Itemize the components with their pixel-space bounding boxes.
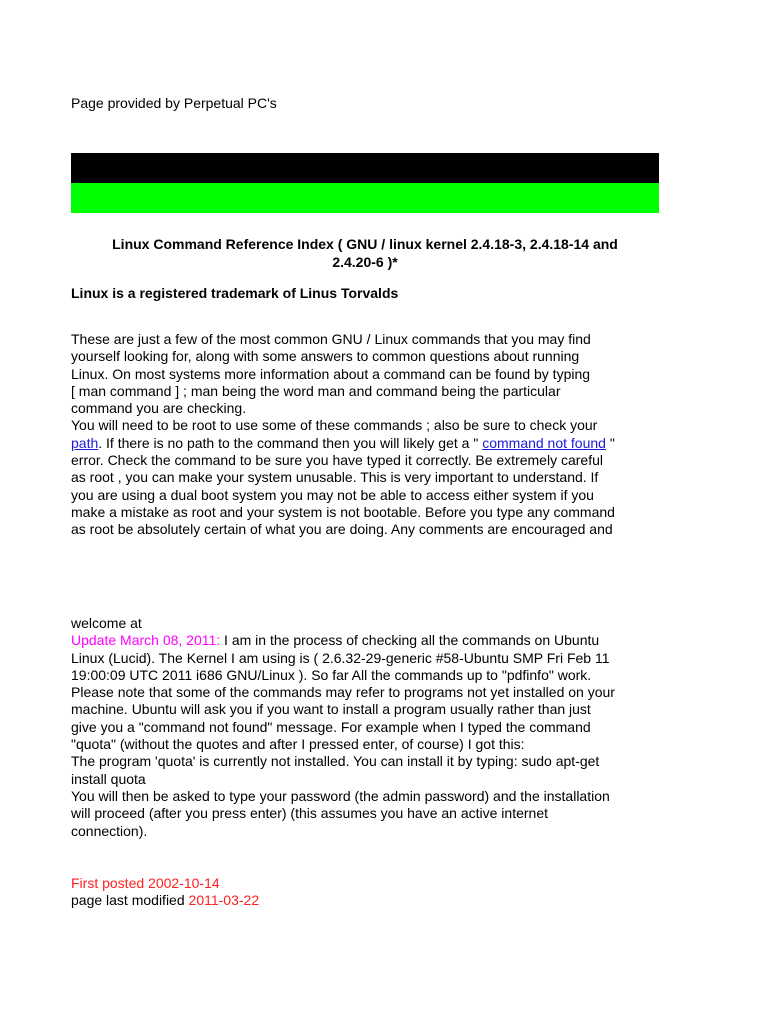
- update-line: give you a "command not found" message. For example when I typed the command: [71, 718, 591, 735]
- first-posted-text: First posted 2002-10-14: [71, 875, 220, 891]
- update-first-line: [71, 632, 671, 649]
- intro-line: make a mistake as root and your system is not bootable. Before you type any command: [71, 503, 615, 520]
- update-line: install quota: [71, 770, 146, 787]
- intro-line: yourself looking for, along with some answers to common questions about running: [71, 348, 580, 365]
- update-paragraph: [71, 615, 671, 840]
- update-line: You will then be asked to type your password (the admin password) and the installation: [71, 787, 610, 804]
- intro-line: as root be absolutely certain of what you are doing. Any comments are encouraged and: [71, 521, 613, 538]
- title-line: 2.4.20-6 )*: [332, 253, 398, 270]
- last-modified-line: [71, 892, 259, 909]
- update-text: I am in the process of checking all the commands on Ubuntu: [220, 632, 600, 649]
- page-title: [71, 236, 659, 271]
- command-not-found-link[interactable]: command not found: [482, 434, 606, 451]
- update-line: connection).: [71, 822, 148, 839]
- intro-line-with-links: [71, 435, 671, 452]
- intro-line: You will need to be root to use some of these commands ; also be sure to check your: [71, 417, 598, 434]
- intro-line: as root , you can make your system unusable. This is very important to understand. If: [71, 469, 599, 486]
- last-modified-date: 2011-03-22: [188, 892, 260, 909]
- update-line: "quota" (without the quotes and after I pressed enter, of course) I got this:: [71, 736, 525, 753]
- date-info: [71, 875, 259, 910]
- update-line: machine. Ubuntu will ask you if you want to install a program usually rather than just: [71, 701, 591, 718]
- intro-text: ": [605, 434, 615, 451]
- path-link[interactable]: path: [71, 434, 99, 451]
- update-label: Update March 08, 2011:: [71, 632, 221, 649]
- intro-line: command you are checking.: [71, 400, 247, 417]
- intro-line: Linux. On most systems more information about a command can be found by typing: [71, 365, 591, 382]
- intro-line: These are just a few of the most common GNU / Linux commands that you may find: [71, 331, 591, 347]
- intro-line: [ man command ] ; man being the word man and command being the particular: [71, 382, 561, 399]
- banner-black-bar: [71, 153, 659, 183]
- intro-line: error. Check the command to be sure you have typed it correctly. Be extremely careful: [71, 452, 603, 469]
- trademark-notice: Linux is a registered trademark of Linus Torvalds: [71, 285, 399, 301]
- banner-green-bar: [71, 183, 659, 213]
- update-line: The program 'quota' is currently not installed. You can install it by typing: sudo apt-get: [71, 753, 600, 770]
- update-line: will proceed (after you press enter) (this assumes you have an active internet: [71, 805, 549, 822]
- welcome-text: welcome at: [71, 615, 142, 631]
- update-line: 19:00:09 UTC 2011 i686 GNU/Linux ). So far All the commands up to "pdfinfo" work.: [71, 666, 592, 683]
- intro-paragraph: [71, 331, 671, 539]
- intro-text: . If there is no path to the command then you will likely get a ": [98, 434, 483, 451]
- title-line: Linux Command Reference Index ( GNU / linux kernel 2.4.18-3, 2.4.18-14 and: [112, 236, 618, 252]
- provided-by-text: Page provided by Perpetual PC's: [71, 95, 277, 111]
- intro-line: you are using a dual boot system you may not be able to access either system if you: [71, 486, 594, 503]
- update-line: Please note that some of the commands may refer to programs not yet installed on your: [71, 684, 615, 701]
- update-line: Linux (Lucid). The Kernel I am using is ( 2.6.32-29-generic #58-Ubuntu SMP Fri Feb 11: [71, 649, 610, 666]
- last-modified-label: page last modified: [71, 892, 189, 909]
